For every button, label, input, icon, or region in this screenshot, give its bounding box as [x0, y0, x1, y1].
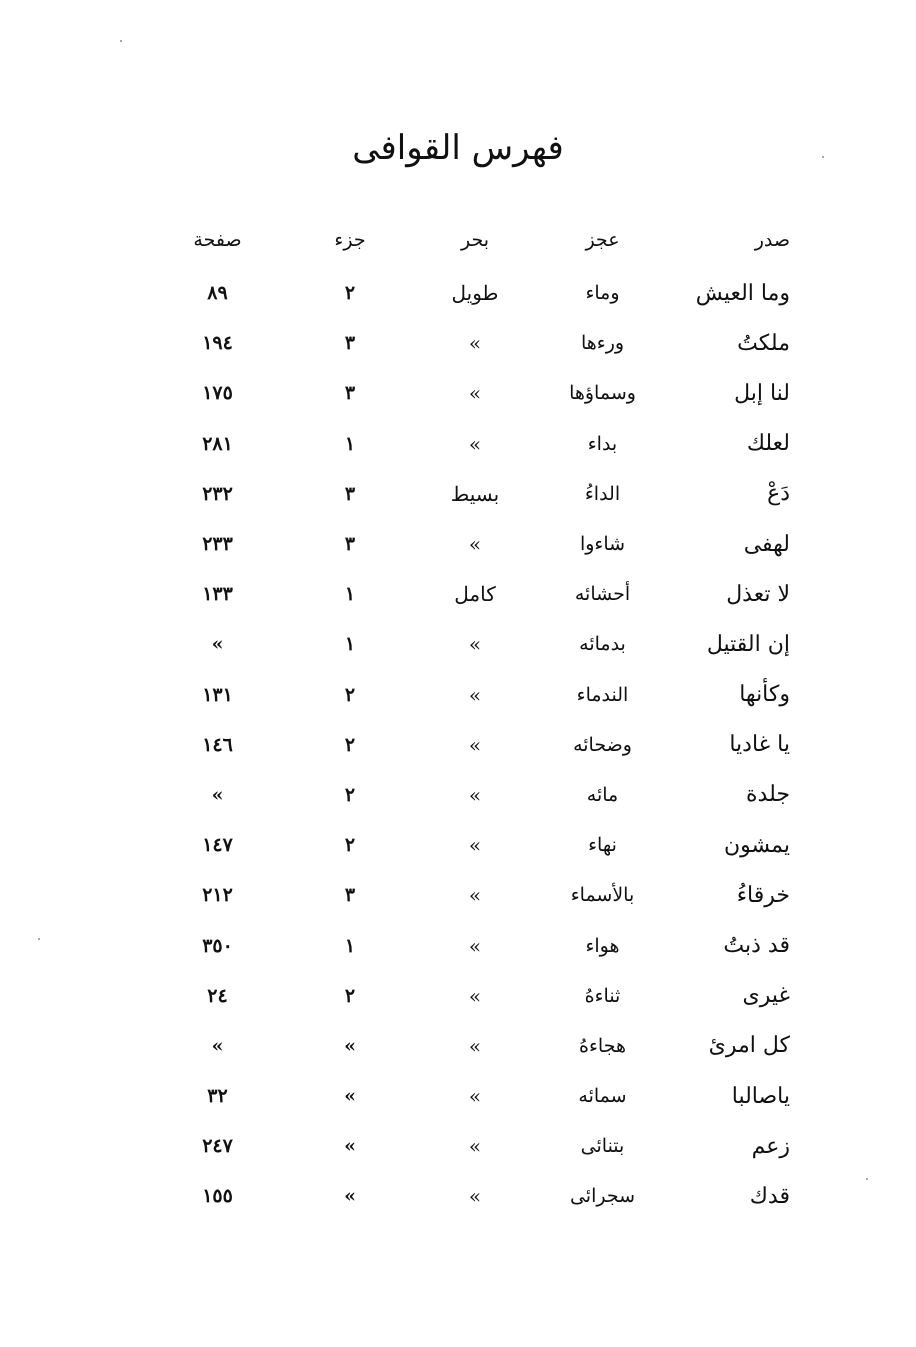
- cell-juz: ٣: [344, 332, 356, 355]
- cell-bahr: »: [468, 933, 482, 958]
- cell-juz: ١: [344, 583, 356, 606]
- cell-ajuz: وسماؤها: [569, 382, 636, 405]
- cell-sadr: وكأنها: [739, 682, 790, 708]
- cell-page: ١٤٦: [202, 733, 233, 756]
- cell-sadr: ياصالبا: [731, 1083, 790, 1109]
- table-row: [150, 670, 790, 720]
- cell-sadr: قدك: [749, 1183, 790, 1209]
- table-row: [150, 920, 790, 970]
- cell-sadr: لا تعذل: [726, 581, 790, 607]
- cell-ajuz: هواء: [585, 934, 620, 957]
- cell-ajuz: وضحائه: [573, 733, 632, 756]
- paper-speck: [38, 938, 40, 940]
- cell-sadr: دَعْ: [767, 481, 790, 507]
- cell-page: ١٣١: [202, 683, 233, 706]
- cell-page: »: [211, 633, 224, 656]
- cell-juz: ٢: [344, 783, 356, 806]
- cell-sadr: خرقاءُ: [736, 882, 790, 908]
- cell-bahr: »: [468, 983, 482, 1008]
- cell-page: ١٥٥: [202, 1185, 233, 1208]
- cell-ajuz: سجرائى: [569, 1185, 636, 1208]
- cell-sadr: زعم: [751, 1133, 790, 1159]
- cell-bahr: »: [468, 1134, 482, 1159]
- cell-sadr: قد ذبتُ: [723, 933, 790, 959]
- cell-ajuz: شاءوا: [579, 533, 626, 556]
- cell-bahr: »: [468, 1084, 482, 1109]
- cell-ajuz: نهاء: [588, 834, 617, 857]
- table-row: [150, 770, 790, 820]
- cell-ajuz: بتنائى: [580, 1135, 625, 1158]
- cell-ajuz: بداء: [587, 432, 618, 455]
- cell-juz: ١: [344, 432, 356, 455]
- cell-ajuz: بالأسماء: [570, 884, 635, 907]
- cell-page: ٢٨١: [202, 432, 233, 455]
- paper-speck: [866, 1178, 868, 1180]
- paper-speck: [120, 40, 122, 42]
- cell-ajuz: ثناءهُ: [584, 984, 621, 1007]
- cell-bahr: »: [468, 331, 482, 356]
- table-row: [150, 318, 790, 368]
- cell-page: ١٩٤: [202, 332, 233, 355]
- cell-sadr: يا غاديا: [729, 732, 790, 758]
- cell-sadr: كل امرئ: [708, 1033, 790, 1059]
- table-row: [150, 419, 790, 469]
- table-row: [150, 569, 790, 619]
- cell-juz: ١: [344, 633, 356, 656]
- cell-page: ٢٤: [207, 984, 228, 1007]
- column-header-ajuz: عجز: [585, 229, 620, 251]
- cell-page: ٣٥٠: [202, 934, 233, 957]
- cell-ajuz: هجاءهُ: [579, 1034, 626, 1057]
- cell-ajuz: مائه: [586, 783, 619, 806]
- cell-bahr: »: [468, 682, 482, 707]
- cell-sadr: غيرى: [742, 983, 790, 1009]
- cell-juz: ٣: [344, 482, 356, 505]
- cell-juz: »: [344, 1135, 356, 1158]
- table-row: [150, 469, 790, 519]
- table-row: [150, 619, 790, 669]
- cell-page: ٣٢: [207, 1085, 228, 1108]
- cell-juz: ٢: [344, 834, 356, 857]
- cell-juz: ٢: [344, 683, 356, 706]
- cell-bahr: »: [468, 782, 482, 807]
- column-header-page: صفحة: [193, 229, 242, 251]
- cell-juz: »: [344, 1185, 356, 1208]
- cell-bahr: »: [468, 732, 482, 757]
- cell-bahr: »: [468, 833, 482, 858]
- cell-sadr: إن القتيل: [706, 631, 790, 657]
- cell-bahr: طويل: [451, 281, 499, 306]
- cell-sadr: لنا إبل: [734, 380, 790, 406]
- cell-juz: ٣: [344, 382, 356, 405]
- cell-bahr: »: [468, 632, 482, 657]
- table-row: [150, 1021, 790, 1071]
- cell-page: »: [211, 1034, 224, 1057]
- cell-ajuz: بدمائه: [579, 633, 626, 656]
- table-header-row: [150, 212, 790, 268]
- cell-juz: ٢: [344, 733, 356, 756]
- column-header-bahr: بحر: [460, 229, 490, 251]
- table-row: [150, 519, 790, 569]
- cell-sadr: لعلك: [746, 431, 790, 457]
- cell-ajuz: الندماء: [576, 683, 629, 706]
- table-row: [150, 368, 790, 418]
- cell-sadr: لهفى: [743, 531, 790, 557]
- cell-juz: »: [344, 1034, 356, 1057]
- cell-page: ١٤٧: [202, 834, 233, 857]
- rhyme-index-table: [150, 212, 790, 1222]
- table-row: [150, 1121, 790, 1171]
- cell-page: ٢٤٧: [202, 1135, 233, 1158]
- cell-page: ٢٣٣: [202, 533, 233, 556]
- cell-sadr: وما العيش: [695, 280, 790, 306]
- cell-bahr: »: [468, 431, 482, 456]
- cell-ajuz: ورءها: [580, 332, 625, 355]
- cell-page: ٢١٢: [202, 884, 233, 907]
- cell-bahr: »: [468, 1184, 482, 1209]
- cell-bahr: بسيط: [450, 481, 500, 506]
- table-body: [150, 268, 790, 1222]
- table-row: [150, 971, 790, 1021]
- cell-bahr: »: [468, 1033, 482, 1058]
- cell-page: »: [211, 783, 224, 806]
- cell-ajuz: الداءُ: [584, 482, 621, 505]
- cell-page: ٨٩: [207, 282, 228, 305]
- column-header-sadr: صدر: [754, 229, 790, 251]
- cell-ajuz: سمائه: [578, 1085, 627, 1108]
- page-title: فهرس القوافى: [352, 128, 564, 168]
- table-row: [150, 870, 790, 920]
- cell-bahr: »: [468, 381, 482, 406]
- table-row: [150, 268, 790, 318]
- cell-sadr: ملكتُ: [737, 330, 790, 356]
- cell-page: ١٧٥: [202, 382, 233, 405]
- column-header-juz: جزء: [334, 229, 366, 251]
- cell-bahr: »: [468, 532, 482, 557]
- cell-bahr: كامل: [454, 582, 496, 607]
- cell-page: ٢٣٢: [202, 482, 233, 505]
- cell-juz: ٢: [344, 282, 356, 305]
- cell-juz: ٣: [344, 884, 356, 907]
- cell-sadr: جلدة: [746, 782, 790, 808]
- cell-sadr: يمشون: [724, 832, 790, 858]
- cell-juz: ٢: [344, 984, 356, 1007]
- table-row: [150, 820, 790, 870]
- cell-ajuz: وماء: [585, 282, 620, 305]
- cell-page: ١٣٣: [202, 583, 233, 606]
- cell-juz: ١: [344, 934, 356, 957]
- table-row: [150, 1071, 790, 1121]
- cell-juz: »: [344, 1085, 356, 1108]
- cell-bahr: »: [468, 883, 482, 908]
- cell-juz: ٣: [344, 533, 356, 556]
- table-row: [150, 1171, 790, 1221]
- table-row: [150, 720, 790, 770]
- cell-ajuz: أحشائه: [574, 583, 631, 606]
